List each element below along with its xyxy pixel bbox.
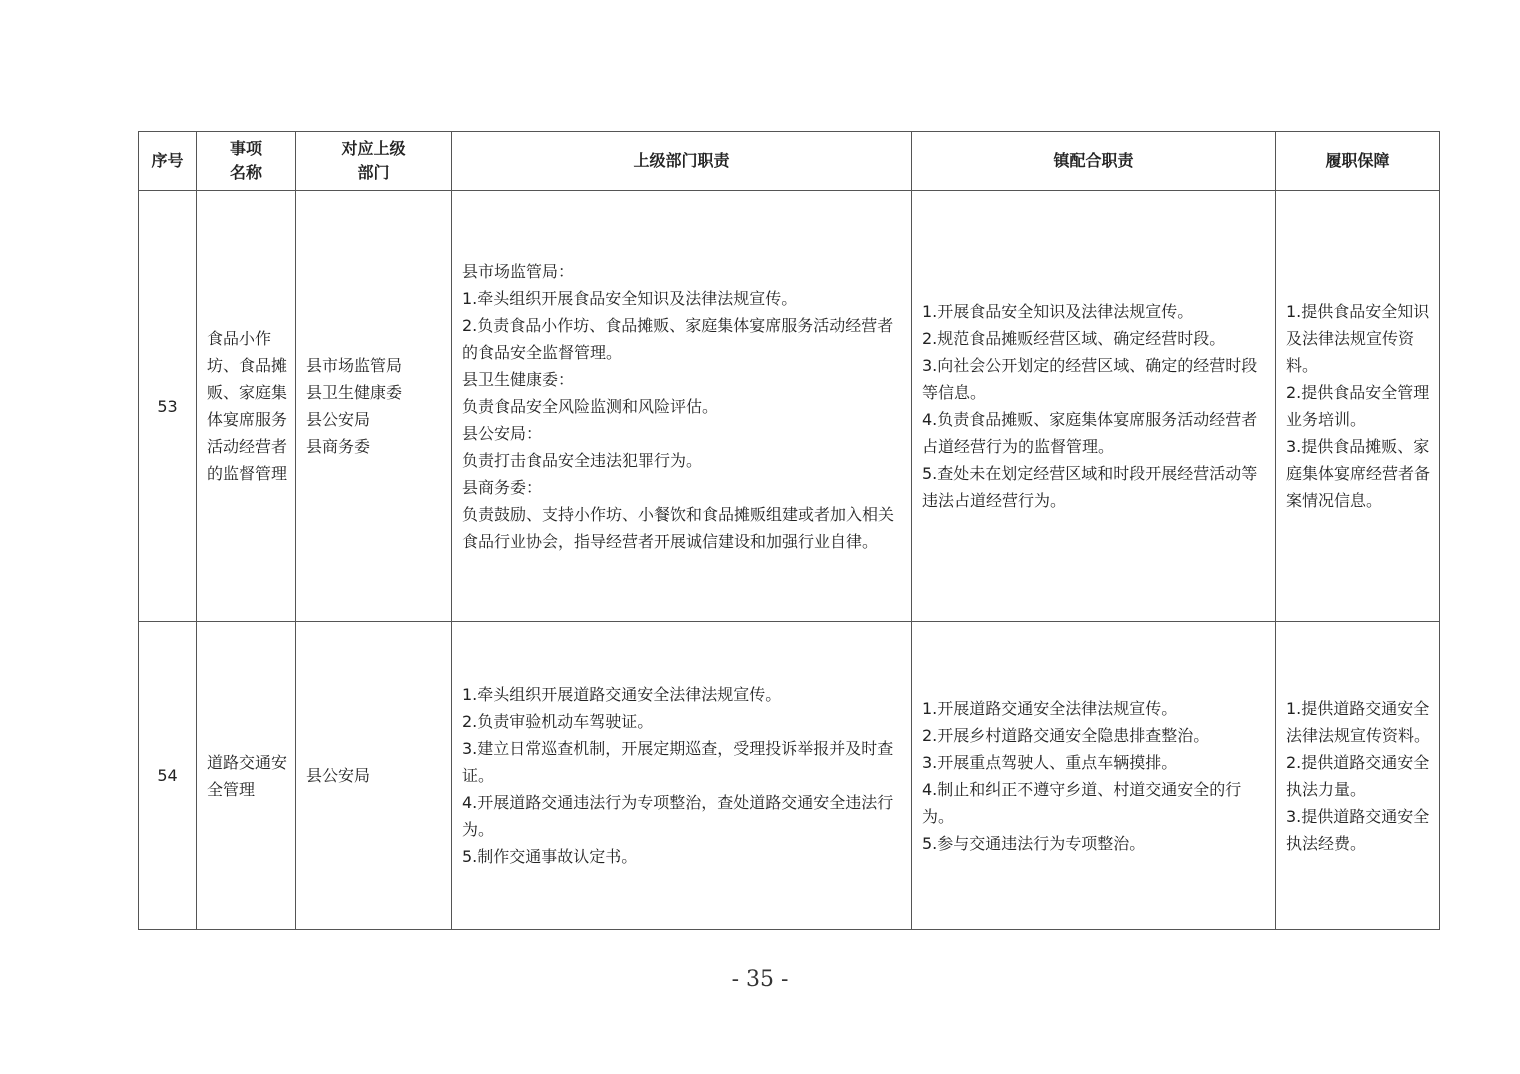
row-superior-duties: 县市场监管局： 1.牵头组织开展食品安全知识及法律法规宣传。 2.负责食品小作坊、食品摊贩、家庭集体宴席服务活动经营者的食品安全监督管理。 县卫生健康委： 负责食品安全风险监测和风险评估。 县公安局： 负责打击食品安全违法犯罪行为。 县商务委： 负责鼓励、支持小作坊、小餐饮和食品摊贩组建或者加入相关食品行业协会，指导经营者开展诚信建设和加强行业自律。 — [452, 191, 912, 622]
row-seq: 54 — [139, 622, 197, 930]
header-seq: 序号 — [139, 132, 197, 191]
row-town-duties: 1.开展道路交通安全法律法规宣传。 2.开展乡村道路交通安全隐患排查整治。 3.开展重点驾驶人、重点车辆摸排。 4.制止和纠正不遵守乡道、村道交通安全的行为。 5.参与交通违法行为专项整治。 — [912, 622, 1276, 930]
table-row — [139, 191, 1440, 622]
row-town-duties: 1.开展食品安全知识及法律法规宣传。 2.规范食品摊贩经营区域、确定经营时段。 3.向社会公开划定的经营区域、确定的经营时段等信息。 4.负责食品摊贩、家庭集体宴席服务活动经营者占道经营行为的监督管理。 5.查处未在划定经营区域和时段开展经营活动等违法占道经营行为。 — [912, 191, 1276, 622]
table-row — [139, 622, 1440, 930]
responsibility-table — [138, 131, 1440, 930]
header-superior-dept: 对应上级 部门 — [296, 132, 452, 191]
header-item-name: 事项 名称 — [197, 132, 296, 191]
row-superior-duties: 1.牵头组织开展道路交通安全法律法规宣传。 2.负责审验机动车驾驶证。 3.建立日常巡查机制，开展定期巡查，受理投诉举报并及时查证。 4.开展道路交通违法行为专项整治，查处道路交通安全违法行为。 5.制作交通事故认定书。 — [452, 622, 912, 930]
row-support: 1.提供道路交通安全法律法规宣传资料。 2.提供道路交通安全执法力量。 3.提供道路交通安全执法经费。 — [1276, 622, 1440, 930]
row-item-name: 食品小作坊、食品摊贩、家庭集体宴席服务活动经营者的监督管理 — [197, 191, 296, 622]
row-support: 1.提供食品安全知识及法律法规宣传资料。 2.提供食品安全管理业务培训。 3.提供食品摊贩、家庭集体宴席经营者备案情况信息。 — [1276, 191, 1440, 622]
header-superior-duties: 上级部门职责 — [452, 132, 912, 191]
table-header-row — [139, 132, 1440, 191]
header-town-duties: 镇配合职责 — [912, 132, 1276, 191]
row-seq: 53 — [139, 191, 197, 622]
header-support: 履职保障 — [1276, 132, 1440, 191]
row-superior-dept: 县公安局 — [296, 622, 452, 930]
page-number: - 35 - — [731, 967, 789, 992]
row-item-name: 道路交通安全管理 — [197, 622, 296, 930]
row-superior-dept: 县市场监管局 县卫生健康委 县公安局 县商务委 — [296, 191, 452, 622]
